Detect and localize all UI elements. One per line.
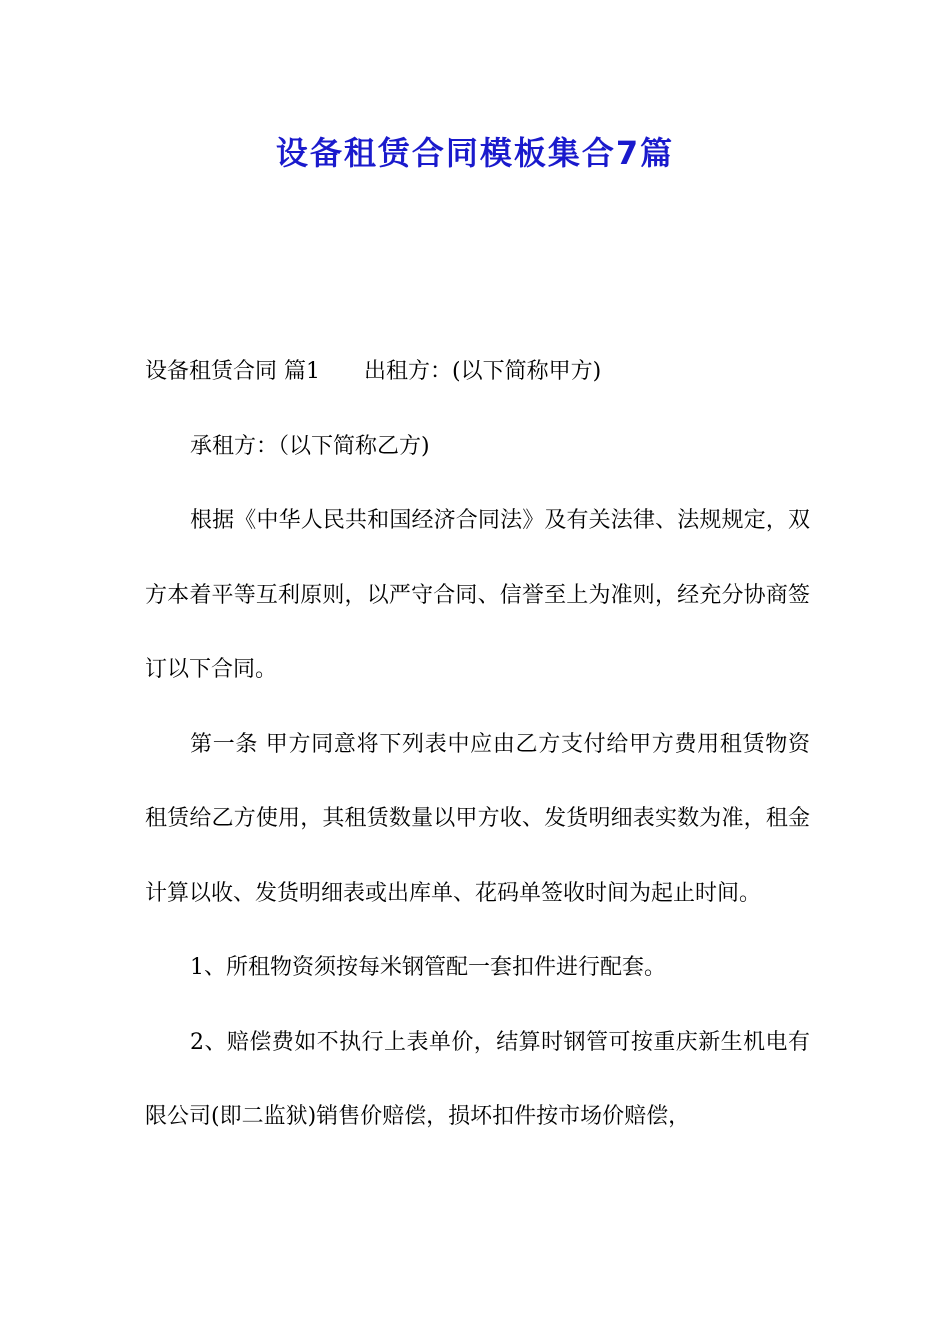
section-heading-line: [145, 335, 810, 410]
preamble-paragraph: 根据《中华人民共和国经济合同法》及有关法律、法规规定，双方本着平等互利原则，以严守合同、信誉至上为准则，经充分协商签订以下合同。: [145, 508, 810, 682]
lessee-line: 承租方：（以下简称乙方): [190, 433, 430, 459]
article-one-paragraph: 第一条 甲方同意将下列表中应由乙方支付给甲方费用租赁物资租赁给乙方使用，其租赁数量以甲方收、发货明细表实数为准，租金计算以收、发货明细表或出库单、花码单签收时间为起止时间。: [145, 731, 810, 906]
lessor-line: 出租方：(以下简称甲方): [364, 359, 602, 384]
document-body: [145, 335, 810, 1155]
document-title: 设备租赁合同模板集合7篇: [275, 134, 675, 172]
clause-2-paragraph: 2、赔偿费如不执行上表单价，结算时钢管可按重庆新生机电有限公司(即二监狱)销售价赔偿，损坏扣件按市场价赔偿，: [145, 1029, 810, 1129]
clause-1-paragraph: 1、所租物资须按每米钢管配一套扣件进行配套。: [190, 955, 666, 980]
section-heading: 设备租赁合同 篇1: [145, 359, 320, 384]
